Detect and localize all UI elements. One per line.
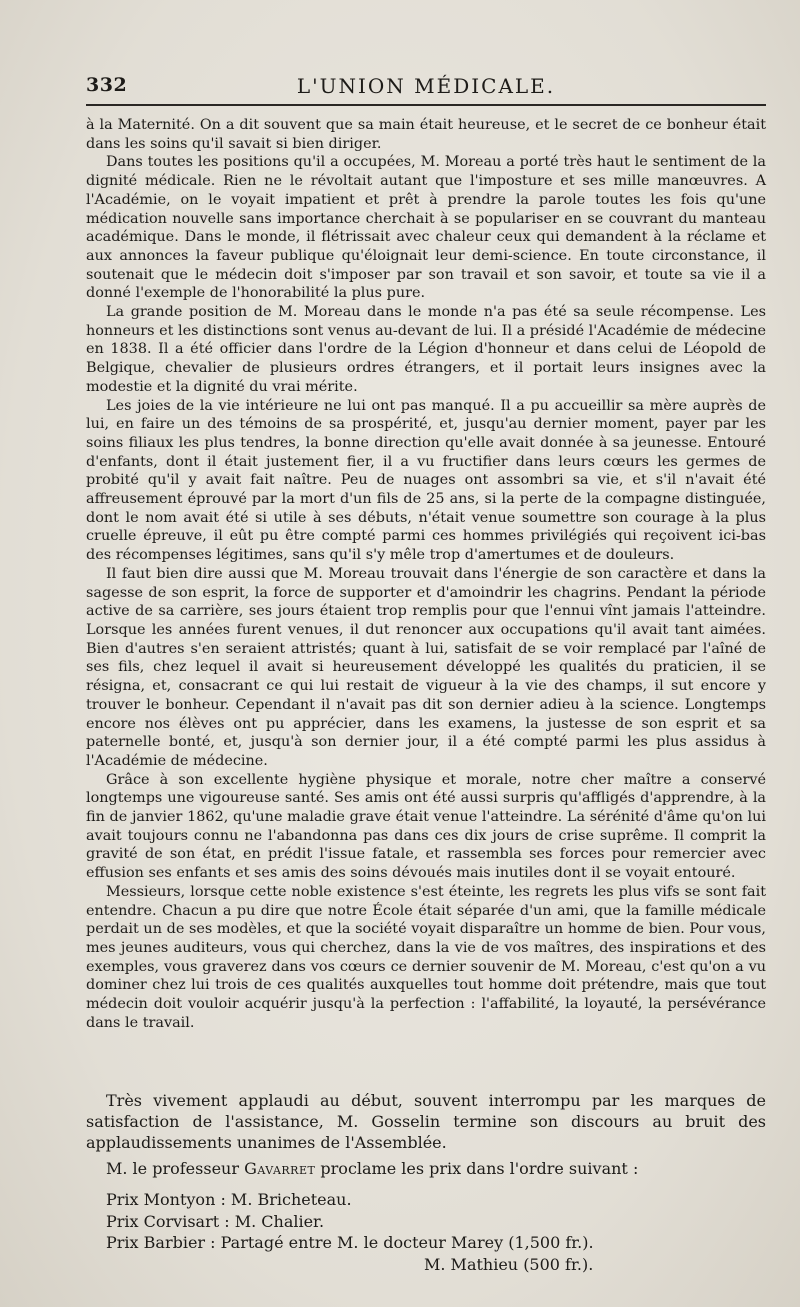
prize-item: Prix Corvisart : M. Chalier. — [106, 1211, 325, 1231]
running-title: L'UNION MÉDICALE. — [296, 74, 556, 98]
prize-list — [106, 1189, 766, 1275]
paragraph: La grande position de M. Moreau dans le monde n'a pas été sa seule récompense. Les honneurs et les distinctions sont venus au-devant de lui. Il a présidé l'Académie de médecine en 1838. Il a été officier dans l'ordre de la Légion d'honneur et dans celui de Léopold de Belgique, chevalier de plusieurs ordres étrangers, et il portait leurs insignes avec la modestie et la dignité du vrai mérite. — [86, 304, 766, 395]
prize-intro-before: M. le professeur — [106, 1159, 245, 1178]
prize-item: Prix Barbier : Partagé entre M. le docteur Marey (1,500 fr.). — [106, 1233, 594, 1252]
prize-intro-after: proclame les prix dans l'ordre suivant : — [315, 1159, 639, 1178]
paragraph: Dans toutes les positions qu'il a occupées, M. Moreau a porté très haut le sentiment de la dignité médicale. Rien ne le révoltait autant que l'imposture et ses mille manœuvres. A l'Académie, on le voyait impatient et prêt à prendre la parole toutes les fois qu'une médication nouvelle sans importance cherchait à se populariser en se couvrant du manteau académique. Dans le monde, il flétrissait avec chaleur ceux qui demandent à la réclame et aux annonces la faveur publique qu'éloignait leur demi-science. En toute circonstance, il soutenait que le médecin doit s'imposer par son travail et son savoir, et toute sa vie il a donné l'exemple de l'honorabilité la plus pure. — [86, 154, 766, 302]
prize-item-continuation: M. Mathieu (500 fr.). — [424, 1254, 594, 1274]
paragraph: à la Maternité. On a dit souvent que sa main était heureuse, et le secret de ce bonheur était dans les soins qu'il savait si bien diriger. — [86, 117, 766, 152]
page-number: 332 — [86, 74, 128, 96]
prize-intro — [106, 1158, 766, 1179]
closing-paragraph: Très vivement applaudi au début, souvent interrompu par les marques de satisfaction de l'assistance, M. Gosselin termine son discours au bruit des applaudissements unanimes de l'Assemblée. — [86, 1091, 766, 1152]
header-rule — [86, 104, 766, 106]
paragraph: Messieurs, lorsque cette noble existence s'est éteinte, les regrets les plus vifs se sont fait entendre. Chacun a pu dire que notre École était séparée d'un ami, que la famille médicale perdait un de ses modèles, et que la société voyait disparaître un homme de bien. Pour vous, mes jeunes auditeurs, vous qui cherchez, dans la vie de vos maîtres, des inspirations et des exemples, vous graverez dans vos cœurs ce dernier souvenir de M. Moreau, c'est qu'on a vu dominer chez lui trois de ces qualités auxquelles tout homme doit prétendre, mais que tout médecin doit vouloir acquérir jusqu'à la perfection : l'affabilité, la loyauté, la persévérance dans le travail. — [86, 883, 766, 1031]
paragraph: Il faut bien dire aussi que M. Moreau trouvait dans l'énergie de son caractère et dans la sagesse de son esprit, la force de supporter et d'amoindrir les chagrins. Pendant la période active de sa carrière, ses jours étaient trop remplis pour que l'ennui vînt jamais l'atteindre. Lorsque les années furent venues, il dut renoncer aux occupations qu'il avait tant aimées. Bien d'autres s'en seraient attristés; quant à lui, satisfait de se voir remplacé par l'aîné de ses fils, chez lequel il avait si heureusement développé les qualités du praticien, il se résigna, et, consacrant ce qui lui restait de vigueur à la vie des champs, il sut encore y trouver le bonheur. Cependant il n'avait pas dit son dernier adieu à la science. Longtemps encore nos élèves ont pu apprécier, dans les examens, la justesse de son esprit et sa paternelle bonté, et, jusqu'à son dernier jour, il a été compté parmi les plus assidus à l'Académie de médecine. — [86, 565, 766, 769]
prize-item: Prix Montyon : M. Bricheteau. — [106, 1190, 352, 1209]
closing-section — [86, 1090, 766, 1153]
paragraph: Grâce à son excellente hygiène physique et morale, notre cher maître a conservé longtemps une vigoureuse santé. Ses amis ont été aussi surpris qu'affligés d'apprendre, à la fin de janvier 1862, qu'une maladie grave était venue l'atteindre. La sérénité d'âme qu'on lui avait toujours connu ne l'abandonna pas dans ces dix jours de crise suprême. Il comprit la gravité de son état, en prédit l'issue fatale, et rassembla ses forces pour remercier avec effusion ses enfants et ses amis des soins dévoués mais inutiles dont il se voyait entouré. — [86, 771, 766, 882]
body-text — [86, 116, 766, 1032]
paragraph: Les joies de la vie intérieure ne lui ont pas manqué. Il a pu accueillir sa mère auprès de lui, en faire un des témoins de sa prospérité, et, jusqu'au dernier moment, payer par les soins filiaux les plus tendres, la bonne direction qu'elle avait donnée à sa jeunesse. Entouré d'enfants, dont il était justement fier, il a vu fructifier dans leurs cœurs les germes de probité qu'il y avait fait naître. Peu de nuages ont assombri sa vie, et s'il n'avait été affreusement éprouvé par la mort d'un fils de 25 ans, si la perte de la compagne distinguée, dont le nom avait été si utile à ses débuts, n'était venue soumettre son courage à la plus cruelle épreuve, il eût pu être compté parmi ces hommes privilégiés qui reçoivent ici-bas des récompenses légitimes, sans qu'il s'y mêle trop d'amertumes et de douleurs. — [86, 397, 766, 564]
professor-name: Gavarret — [244, 1159, 316, 1178]
page-header — [86, 72, 766, 106]
